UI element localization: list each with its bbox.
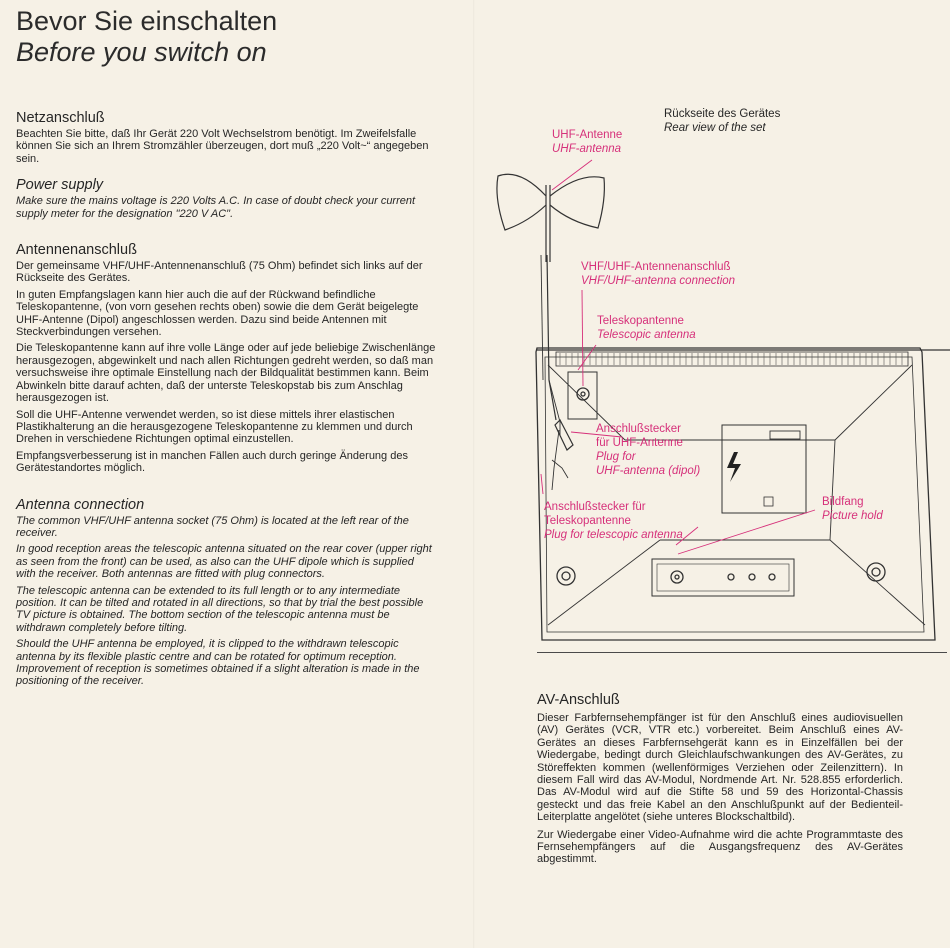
antenna-en-paragraph: In good reception areas the telescopic antenna situated on the rear cover (upper right as seen from the front) can be used, as also can the UHF dipole which is supplied with the receiver. Both antennas are fitted with plug connectors. — [16, 543, 432, 581]
page-fold — [473, 0, 475, 948]
av-paragraph: Dieser Farbfernsehempfänger ist für den Anschluß eines audiovisuellen (AV) Gerätes (VCR, VTR etc.) vorbereitet. Beim Anschluß eines AV-Gerätes an dieses Farbfernsehgerät kann es in Einzelfällen bei der Wiedergabe, bedingt durch Gleichlaufschwankungen des AV-Gerätes, zu Störeffekten kommen (wellenförmiges Verziehen oder Zeilenzittern). In diesem Fall wird das AV-Modul, Nordmende Art. Nr. 528.855 erforderlich. Das AV-Modul wird auf die Stifte 58 und 59 des Horizontal-Chassis gesteckt und das freie Kabel an den Anschlußpunkt auf der Bedienteil-Leiterplatte angelötet (siehe unteres Blockschaltbild). — [537, 712, 903, 824]
callout-plug-uhf-de1: Anschlußstecker — [596, 423, 682, 435]
callout-vhf-uhf-en: VHF/UHF-antenna connection — [581, 275, 736, 287]
callout-plug-uhf-en2: UHF-antenna (dipol) — [596, 465, 701, 477]
callout-plug-tele-de1: Anschlußstecker für — [544, 501, 646, 513]
antenna-en-paragraph: Should the UHF antenna be employed, it is clipped to the withdrawn telescopic antenna by its flexible plastic centre and can be rotated for optimum reception. Improvement of reception is sometimes obtained if a slight alteration is made in the positioning of the receiver. — [16, 638, 420, 688]
callout-plug-tele-en: Plug for telescopic antenna — [544, 529, 683, 541]
antenna-de-paragraph: In guten Empfangslagen kann hier auch die auf der Rückwand befindliche Teleskopantenne, (von vorn gesehen rechts oben) sowie die dem Gerät beigelegte UHF-Antenne (Dipol) angeschlossen werden. Dazu sind beide Antennen mit Steckverbindungen versehen. — [16, 288, 419, 339]
callout-uhf-antenna-en: UHF-antenna — [552, 143, 622, 155]
antenna-de-paragraph: Empfangsverbesserung ist in manchen Fällen auch durch geringe Änderung des Gerätestandortes möglich. — [16, 449, 408, 475]
callout-plug-telescopic — [544, 500, 683, 542]
power-heading-de: Netzanschluß — [16, 110, 105, 126]
callout-telescopic-de: Teleskopantenne — [597, 315, 684, 327]
antenna-en-paragraph: The telescopic antenna can be extended to its full length or to any intermediate position. It can be tilted and rotated in all directions, so that by trial the best possible TV picture is obtained. The bottom section of the telescopic antenna must be withdrawn completely before tilting. — [16, 584, 424, 634]
av-section — [537, 692, 903, 871]
callout-vhf-uhf-de: VHF/UHF-Antennenanschluß — [581, 261, 731, 273]
page-title-de: Bevor Sie einschalten — [16, 6, 278, 36]
callout-picture-hold — [822, 495, 883, 523]
rear-caption-en: Rear view of the set — [664, 122, 766, 134]
av-heading: AV-Anschluß — [537, 692, 620, 708]
av-paragraph: Zur Wiedergabe einer Video-Aufnahme wird die achte Programmtaste des Fernsehempfängers auf die Ausgangsfrequenz des AV-Gerätes abgestimmt. — [537, 828, 903, 866]
callout-picture-hold-en: Picture hold — [822, 510, 883, 522]
callout-telescopic-en: Telescopic antenna — [597, 329, 696, 341]
power-body-en: Make sure the mains voltage is 220 Volts A.C. In case of doubt check your current supply meter for the designation "220 V AC". — [16, 195, 416, 220]
callout-vhf-uhf-connection — [581, 260, 735, 288]
high-voltage-icon — [727, 452, 741, 482]
antenna-en-paragraph: The common VHF/UHF antenna socket (75 Ohm) is located at the left rear of the receiver. — [16, 514, 409, 539]
callout-plug-uhf — [596, 422, 700, 478]
page-title-en: Before you switch on — [16, 37, 267, 67]
rear-view-caption — [664, 107, 780, 135]
antenna-de-paragraph: Soll die UHF-Antenne verwendet werden, so ist diese mittels ihrer elastischen Plastikhalterung an die herausgezogene Teleskopantenne zu klemmen und durch Drehen in verschiedene Richtungen optimal einzustellen. — [16, 408, 413, 446]
callout-plug-tele-de2: Teleskopantenne — [544, 515, 631, 527]
antenna-de-paragraph: Die Teleskopantenne kann auf ihre volle Länge oder auf jede beliebige Zwischenlänge herausgezogen, abgewinkelt und nach allen Richtungen gedreht werden, so daß man versuchsweise ihre optimale Einstellung nach der Bildqualität bestimmen kann. Beim Abwinkeln bitte darauf achten, daß der unterste Teleskopstab bis zum Anschlag herausgezogen ist. — [16, 342, 436, 405]
antenna-de-paragraph: Der gemeinsame VHF/UHF-Antennenanschluß (75 Ohm) befindet sich links auf der Rückseite des Gerätes. — [16, 260, 423, 285]
antenna-heading-en: Antenna connection — [16, 496, 145, 513]
callout-plug-uhf-de2: für UHF-Antenne — [596, 437, 683, 449]
callout-uhf-antenna-de: UHF-Antenne — [552, 129, 623, 141]
cabinet-outline — [536, 348, 935, 640]
antenna-heading-de: Antennenanschluß — [16, 242, 137, 259]
rear-caption-de: Rückseite des Gerätes — [664, 108, 781, 120]
callout-plug-uhf-en1: Plug for — [596, 451, 636, 463]
page-title — [16, 6, 277, 68]
left-column — [16, 110, 436, 692]
section-divider — [537, 652, 947, 653]
callout-telescopic-antenna — [597, 314, 696, 342]
power-heading-en: Power supply — [16, 177, 104, 194]
callout-picture-hold-de: Bildfang — [822, 496, 864, 508]
callout-uhf-antenna — [552, 128, 622, 156]
power-body-de: Beachten Sie bitte, daß Ihr Gerät 220 Volt Wechselstrom benötigt. Im Zweifelsfalle können Sie sich an Ihrem Stromzähler überzeugen, dort muß „220 Volt~“ angegeben sein. — [16, 128, 429, 165]
